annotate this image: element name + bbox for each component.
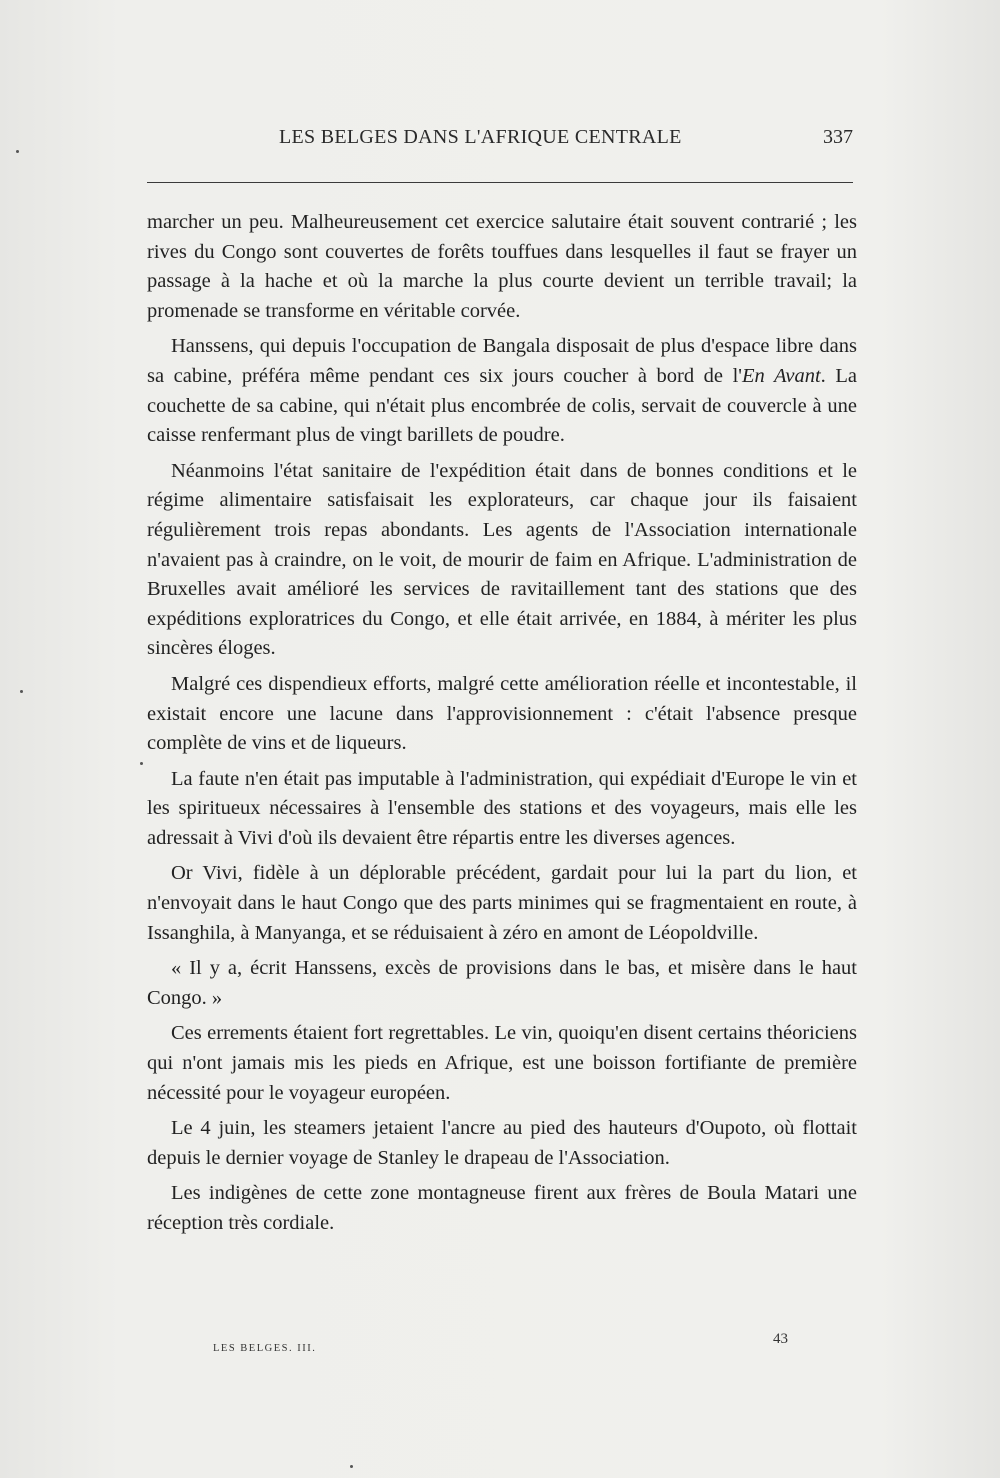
paragraph: La faute n'en était pas imputable à l'administration, qui expédiait d'Europe le vin et les spiritueux nécessaires à l'ensemble des stations et des voyageurs, mais elle les adressait à Vivi d'où ils devaient être répartis entre les diverses agences. <box>147 767 857 849</box>
running-head <box>147 126 853 156</box>
paragraph: Or Vivi, fidèle à un déplorable précédent, gardait pour lui la part du lion, et n'envoyait dans le haut Congo que des parts minimes qui se fragmentaient en route, à Issanghila, à Manyanga, et se réduisaient à zéro en amont de Léopoldville. <box>147 862 857 944</box>
body-text <box>147 208 857 1245</box>
paragraph: marcher un peu. Malheureusement cet exercice salutaire était souvent contrarié ; les rives du Congo sont couvertes de forêts touffues dans lesquelles il faut se frayer un passage à la hache et où la marche la plus courte devient un terrible travail; la promenade se transforme en véritable corvée. <box>147 211 857 322</box>
paragraph: Malgré ces dispendieux efforts, malgré cette amélioration réelle et incontestable, il existait encore une lacune dans l'approvisionnement : c'était l'absence presque complète de vins et de liqueurs. <box>147 672 857 755</box>
paper-speck <box>20 690 23 693</box>
page-number: 337 <box>823 126 853 148</box>
paragraph: « Il y a, écrit Hanssens, excès de provisions dans le bas, et misère dans le haut Congo. » <box>147 957 857 1009</box>
signature-mark: 43 <box>773 1331 788 1347</box>
paper-speck <box>350 1465 353 1468</box>
header-rule <box>147 182 853 183</box>
paper-speck <box>16 150 19 153</box>
paper-speck <box>140 762 143 765</box>
running-title: LES BELGES DANS L'AFRIQUE CENTRALE <box>279 126 682 148</box>
ship-name-italic: En Avant <box>742 364 821 387</box>
paragraph-text: . La couchette de sa cabine, qui n'était plus encombrée de colis, servait de couvercle à une caisse renfermant plus de vingt barillets de poudre. <box>147 364 857 447</box>
paragraph: Le 4 juin, les steamers jetaient l'ancre au pied des hauteurs d'Oupoto, où flottait depuis le dernier voyage de Stanley le drapeau de l'Association. <box>147 1117 857 1169</box>
signature-title: LES BELGES. III. <box>213 1343 317 1354</box>
paragraph-text: Hanssens, qui depuis l'occupation de Bangala disposait de plus d'espace libre dans sa cabine, préféra même pendant ces six jours coucher à bord de l' <box>147 335 857 387</box>
paragraph: Néanmoins l'état sanitaire de l'expédition était dans de bonnes conditions et le régime alimentaire satisfaisait les explorateurs, car chaque jour ils faisaient régulièrement trois repas abondants. Les agents de l'Association internationale n'avaient pas à craindre, on le voit, de mourir de faim en Afrique. L'administration de Bruxelles avait amélioré les services de ravitaillement tant des stations que des expéditions exploratrices du Congo, et elle était arrivée, en 1884, à mériter les plus sincères éloges. <box>147 459 857 660</box>
paragraph: Ces errements étaient fort regrettables. Le vin, quoiqu'en disent certains théoriciens qui n'ont jamais mis les pieds en Afrique, est une boisson fortifiante de première nécessité pour le voyageur européen. <box>147 1022 857 1104</box>
paragraph: Les indigènes de cette zone montagneuse firent aux frères de Boula Matari une réception très cordiale. <box>147 1182 857 1234</box>
paragraph <box>147 332 857 450</box>
